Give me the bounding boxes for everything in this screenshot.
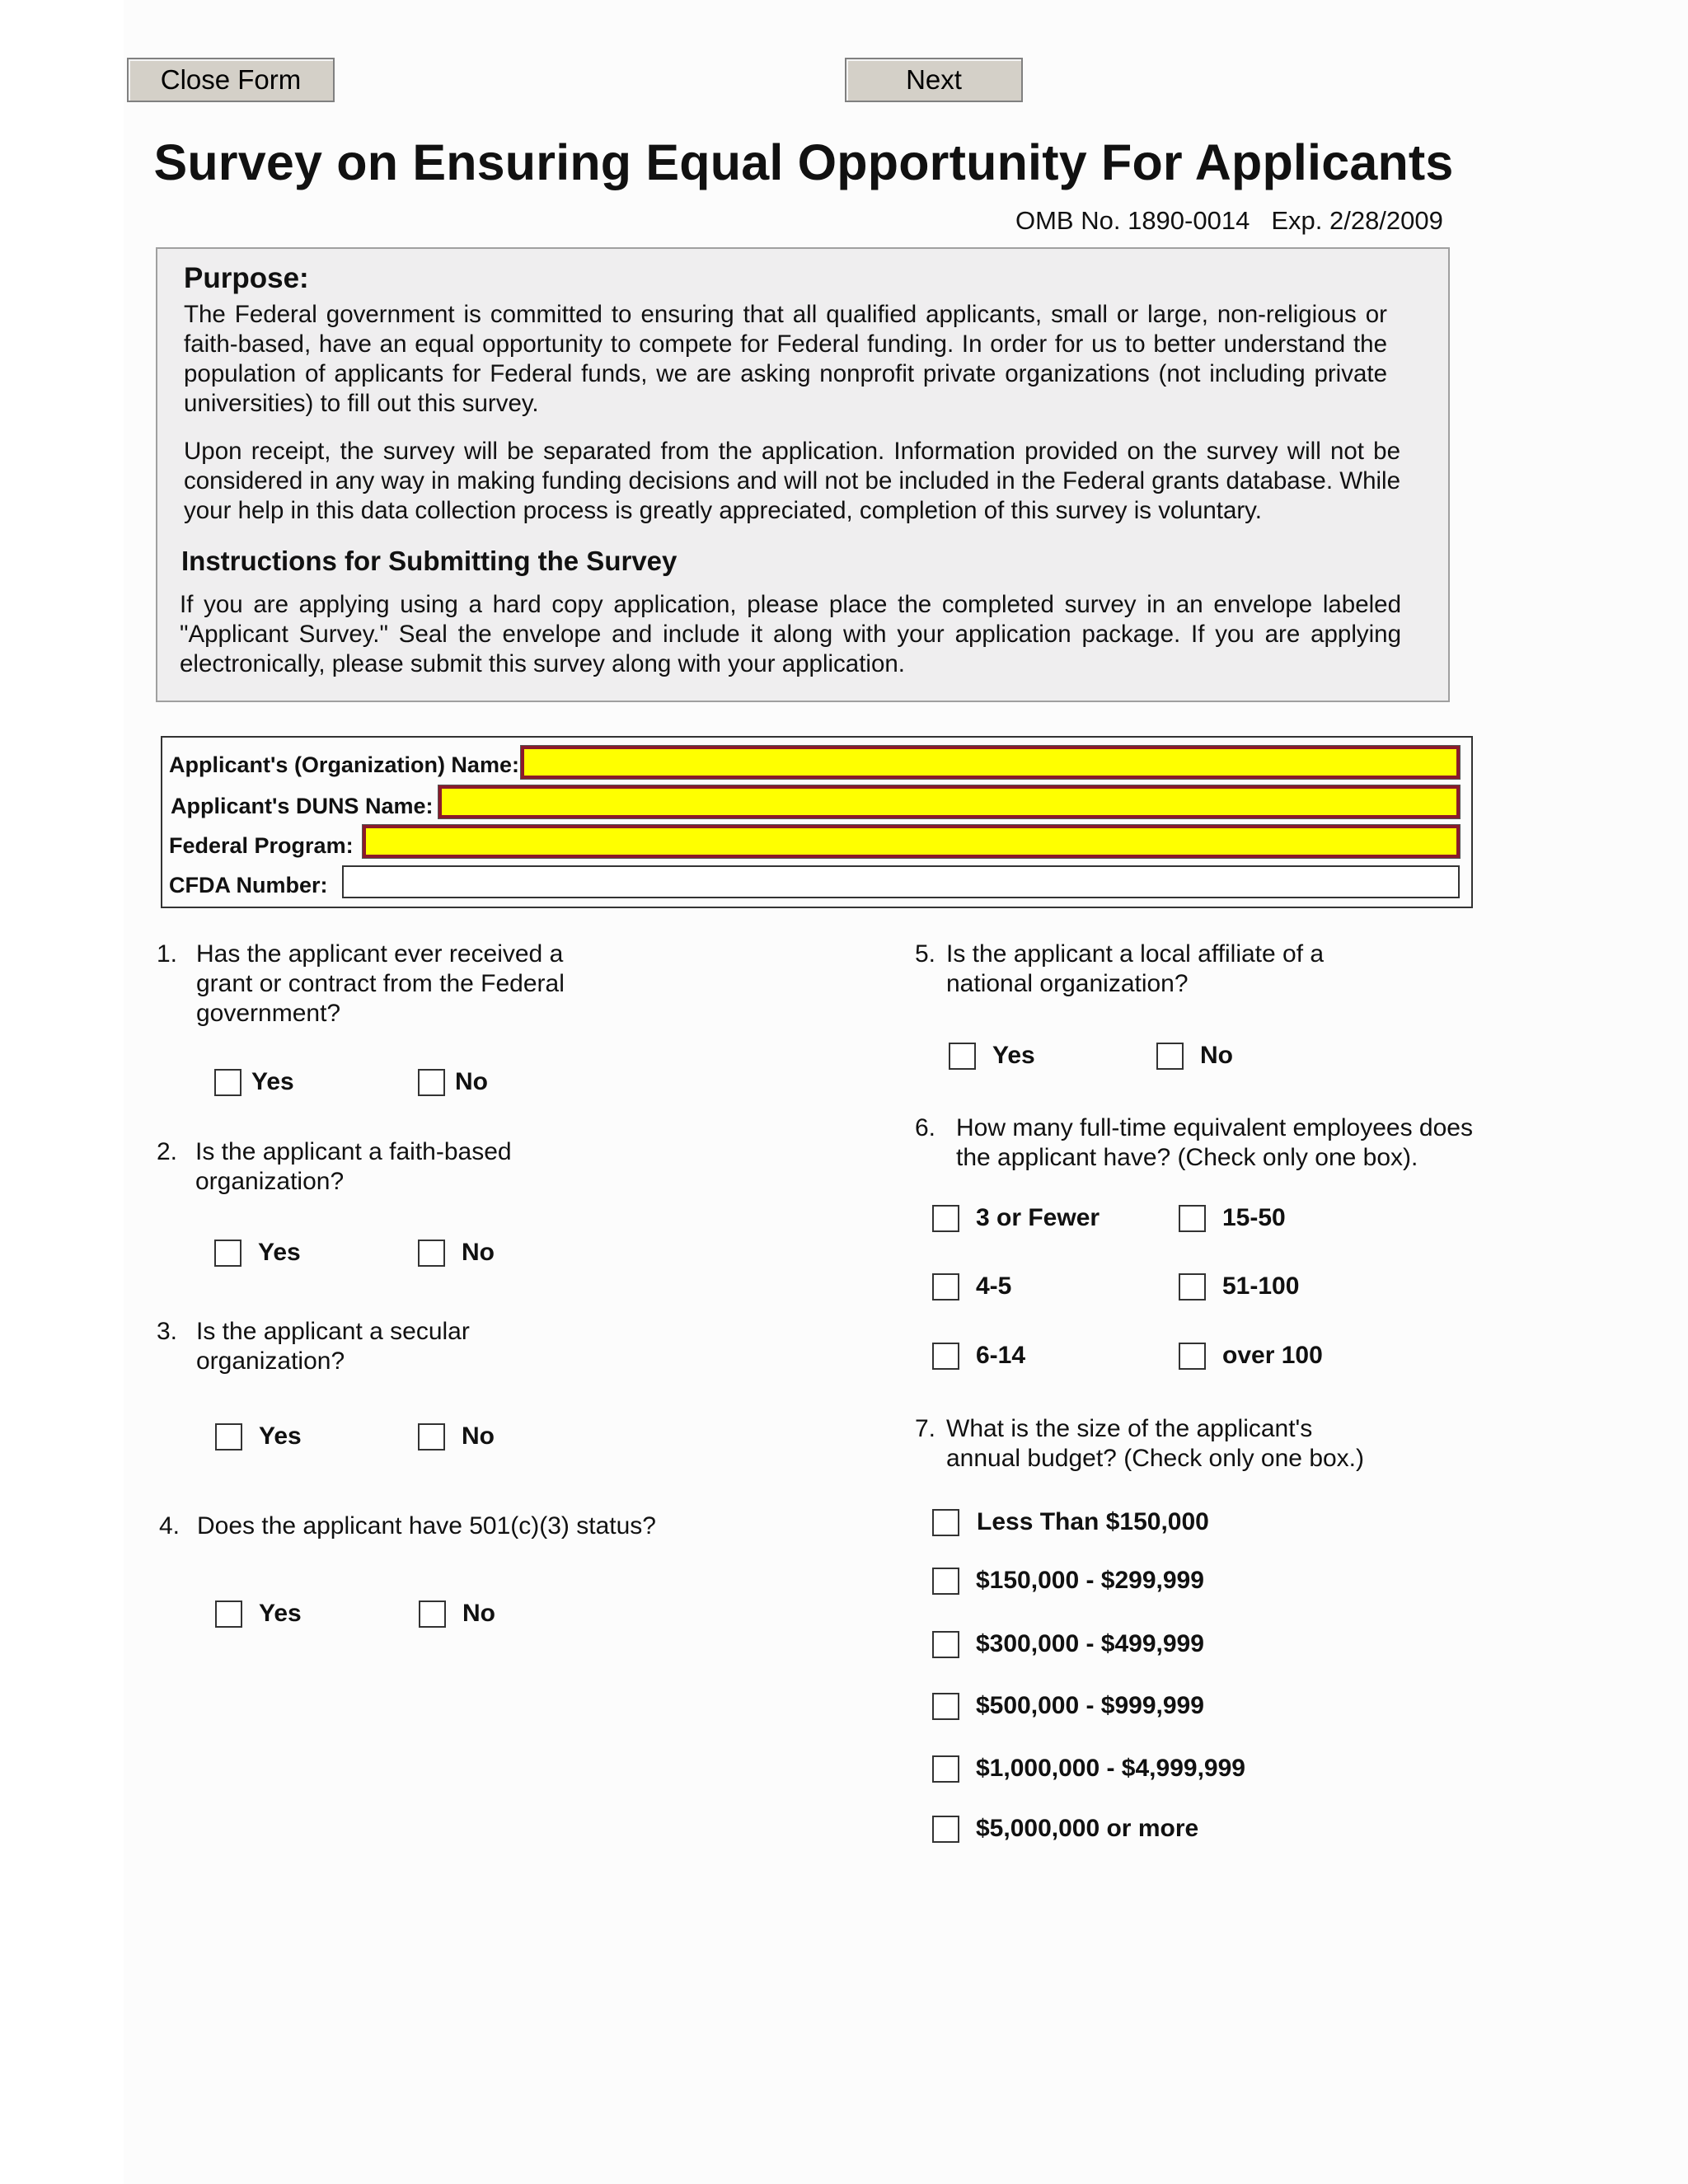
checkbox[interactable] — [419, 1601, 446, 1628]
question-text — [197, 1511, 656, 1541]
purpose-paragraph-2: Upon receipt, the survey will be separated from the application. Information provided on the survey will not be considered in any way in making funding decisions and will not be included in the Federal grants database. While your help in this data collection process is greatly appreciated, completion of this survey is voluntary. — [184, 438, 1400, 524]
federal-program-input[interactable] — [363, 825, 1460, 858]
checkbox[interactable] — [215, 1423, 242, 1451]
option-label: Yes — [251, 1068, 294, 1095]
question-number: 6. — [915, 1114, 936, 1141]
q7-option-150k-299k[interactable] — [932, 1567, 1204, 1595]
option-label: $500,000 - $999,999 — [976, 1692, 1204, 1719]
applicant-fields-box — [161, 736, 1473, 908]
question-text — [956, 1113, 1473, 1173]
purpose-heading: Purpose: — [184, 262, 309, 294]
omb-expiration: Exp. 2/28/2009 — [1271, 206, 1443, 235]
instructions-paragraph: If you are applying using a hard copy application, please place the completed survey in an envelope labeled "Applicant Survey." Seal the envelope and include it along with your application package. If you are applying electronically, please submit this survey along with your application. — [180, 591, 1401, 677]
q4-no-option[interactable] — [419, 1600, 495, 1628]
checkbox[interactable] — [932, 1693, 959, 1720]
q7-option-5m-or-more[interactable] — [932, 1815, 1198, 1843]
question-line: Is the applicant a secular — [196, 1318, 470, 1345]
checkbox[interactable] — [932, 1631, 959, 1658]
page-title: Survey on Ensuring Equal Opportunity For Applicants — [153, 134, 1454, 190]
question-line: national organization? — [946, 970, 1189, 997]
q2-no-option[interactable] — [418, 1239, 495, 1267]
option-label: No — [1200, 1042, 1233, 1069]
option-label: over 100 — [1222, 1342, 1323, 1369]
question-line: Does the applicant have 501(c)(3) status? — [197, 1512, 656, 1540]
question-line: Is the applicant a faith-based — [195, 1138, 512, 1165]
q7-option-1m-4.9m[interactable] — [932, 1755, 1245, 1783]
question-text — [196, 940, 565, 1029]
checkbox[interactable] — [418, 1069, 445, 1096]
checkbox[interactable] — [1179, 1205, 1206, 1232]
option-label: No — [455, 1068, 488, 1095]
q5-yes-option[interactable] — [949, 1042, 1035, 1070]
option-label: 15-50 — [1222, 1204, 1286, 1231]
option-label: No — [462, 1600, 495, 1627]
purpose-paragraph-1: The Federal government is committed to ensuring that all qualified applicants, small or large, non-religious or faith-based, have an equal opportunity to compete for Federal funding. In order for us to better understand the population of applicants for Federal funds, we are asking nonprofit private organizations (not including private universities) to fill out this survey. — [184, 301, 1387, 417]
next-button[interactable]: Next — [845, 58, 1023, 102]
question-line: Has the applicant ever received a — [196, 940, 564, 968]
q5-no-option[interactable] — [1156, 1042, 1233, 1070]
q6-option-over-100[interactable] — [1179, 1342, 1323, 1370]
option-label: $300,000 - $499,999 — [976, 1630, 1204, 1657]
question-text — [946, 1414, 1364, 1474]
checkbox[interactable] — [1179, 1343, 1206, 1370]
q3-yes-option[interactable] — [215, 1422, 302, 1451]
duns-name-input[interactable] — [438, 785, 1460, 818]
question-number: 4. — [159, 1512, 181, 1540]
purpose-box — [156, 247, 1450, 702]
question-number: 7. — [915, 1415, 936, 1442]
option-label: $5,000,000 or more — [976, 1815, 1199, 1842]
question-line: government? — [196, 1000, 341, 1027]
checkbox[interactable] — [932, 1568, 959, 1595]
q1-yes-option[interactable] — [214, 1068, 294, 1096]
q3-no-option[interactable] — [418, 1422, 495, 1451]
checkbox[interactable] — [932, 1509, 959, 1536]
question-number: 3. — [157, 1318, 178, 1345]
duns-name-label: Applicant's DUNS Name: — [171, 794, 434, 818]
question-line: Is the applicant a local affiliate of a — [946, 940, 1325, 968]
question-number: 2. — [157, 1138, 178, 1165]
checkbox[interactable] — [215, 1601, 242, 1628]
question-line: What is the size of the applicant's — [946, 1415, 1313, 1442]
question-line: grant or contract from the Federal — [196, 970, 565, 997]
question-number: 1. — [157, 940, 178, 968]
option-label: $150,000 - $299,999 — [976, 1567, 1204, 1594]
option-label: Yes — [992, 1042, 1035, 1069]
q6-option-6-14[interactable] — [932, 1342, 1025, 1370]
option-label: Yes — [259, 1600, 302, 1627]
checkbox[interactable] — [932, 1273, 959, 1301]
federal-program-label: Federal Program: — [169, 833, 354, 858]
omb-info — [1015, 206, 1443, 236]
option-label: $1,000,000 - $4,999,999 — [976, 1755, 1245, 1782]
checkbox[interactable] — [932, 1343, 959, 1370]
checkbox[interactable] — [932, 1816, 959, 1843]
q7-option-500k-999k[interactable] — [932, 1692, 1204, 1720]
checkbox[interactable] — [1179, 1273, 1206, 1301]
q6-option-15-50[interactable] — [1179, 1204, 1286, 1232]
q6-option-4-5[interactable] — [932, 1272, 1011, 1301]
option-label: No — [462, 1422, 495, 1450]
checkbox[interactable] — [214, 1240, 241, 1267]
checkbox[interactable] — [418, 1240, 445, 1267]
checkbox[interactable] — [214, 1069, 241, 1096]
q2-yes-option[interactable] — [214, 1239, 301, 1267]
checkbox[interactable] — [932, 1755, 959, 1783]
checkbox[interactable] — [949, 1043, 976, 1070]
question-line: annual budget? (Check only one box.) — [946, 1445, 1365, 1472]
option-label: 6-14 — [976, 1342, 1026, 1369]
option-label: 51-100 — [1222, 1272, 1300, 1300]
org-name-input[interactable] — [521, 746, 1460, 779]
option-label: 3 or Fewer — [976, 1204, 1100, 1231]
q7-option-less-than-150k[interactable] — [932, 1508, 1209, 1536]
checkbox[interactable] — [932, 1205, 959, 1232]
question-line: organization? — [195, 1168, 345, 1195]
checkbox[interactable] — [1156, 1043, 1184, 1070]
question-text — [195, 1137, 512, 1197]
q4-yes-option[interactable] — [215, 1600, 302, 1628]
option-label: No — [462, 1239, 495, 1266]
option-label: Less Than $150,000 — [977, 1508, 1209, 1535]
instructions-heading: Instructions for Submitting the Survey — [181, 546, 678, 576]
question-line: organization? — [196, 1347, 345, 1375]
q6-option-51-100[interactable] — [1179, 1272, 1299, 1301]
question-line: How many full-time equivalent employees does — [956, 1114, 1473, 1141]
checkbox[interactable] — [418, 1423, 445, 1451]
cfda-number-label: CFDA Number: — [169, 873, 328, 898]
close-form-button[interactable]: Close Form — [127, 58, 335, 102]
q7-option-300k-499k[interactable] — [932, 1630, 1204, 1658]
option-label: 4-5 — [976, 1272, 1012, 1300]
org-name-label: Applicant's (Organization) Name: — [169, 752, 519, 777]
q6-option-3-or-fewer[interactable] — [932, 1204, 1100, 1232]
cfda-number-input[interactable] — [342, 865, 1460, 898]
omb-number: OMB No. 1890-0014 — [1015, 206, 1250, 235]
question-text — [946, 940, 1324, 999]
question-text — [196, 1317, 470, 1376]
option-label: Yes — [258, 1239, 301, 1266]
q1-no-option[interactable] — [418, 1068, 488, 1096]
option-label: Yes — [259, 1422, 302, 1450]
question-number: 5. — [915, 940, 936, 968]
question-line: the applicant have? (Check only one box). — [956, 1144, 1418, 1171]
